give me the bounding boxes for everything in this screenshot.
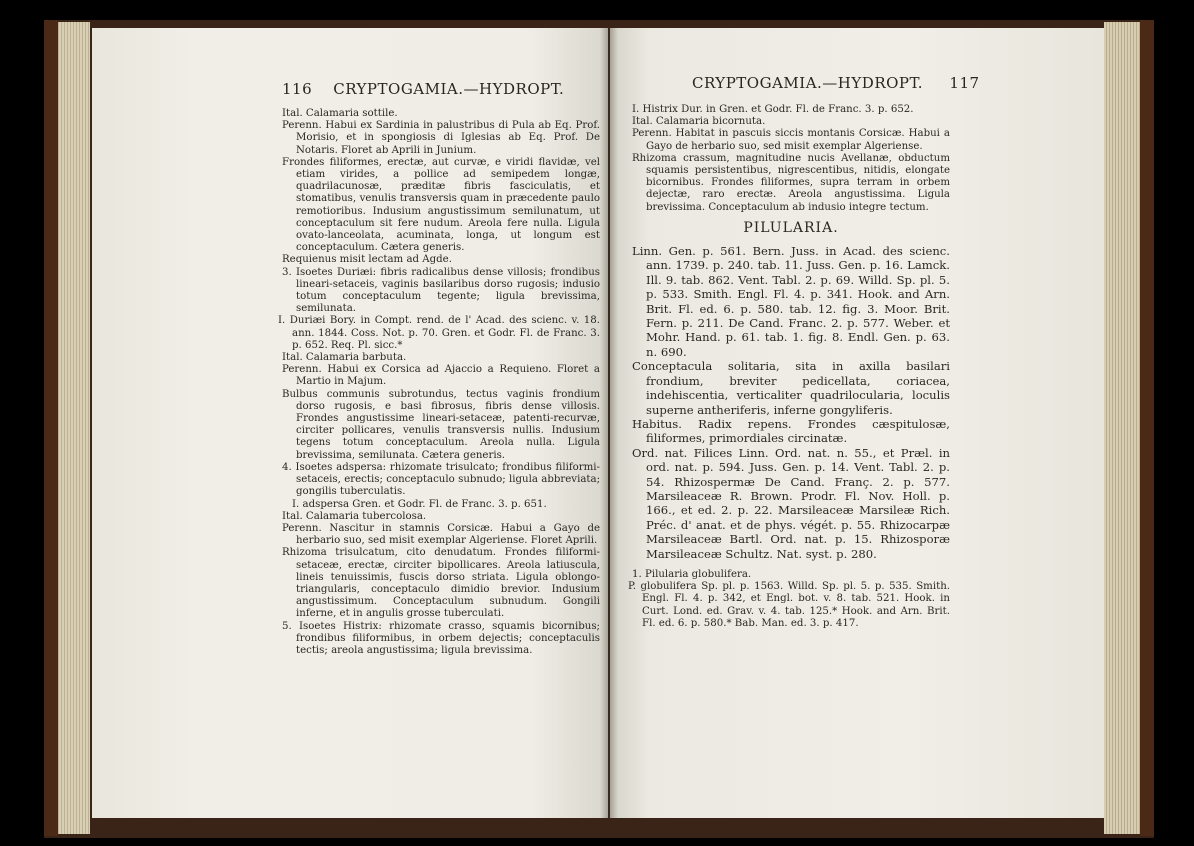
right-page [610,28,1104,818]
cover-spine-right [1140,20,1154,836]
cover-spine-left [44,20,58,836]
paragraph: Ital. Calamaria tubercolosa. [282,510,427,522]
left-running-head: CRYPTOGAMIA.—HYDROPT. [333,80,565,98]
left-text-column [278,108,600,657]
paragraph: Requienus misit lectam ad Agde. [282,254,452,266]
right-text-column [628,104,950,630]
paragraph: 4. Isoetes adspersa: rhizomate trisulcato; frondibus filiformi-setaceis, erectis; conceptaculo subnudo; ligula abbreviata; gongilis tuberculatis. [282,461,600,498]
paragraph: Perenn. Nascitur in stamnis Corsicæ. Habui a Gayo de herbario suo, sed misit exemplar Algeriense. Floret Aprili. [282,522,600,547]
paragraph: Habitus. Radix repens. Frondes cæspitulosæ, filiformes, primordiales circinatæ. [632,416,950,446]
right-running-head: CRYPTOGAMIA.—HYDROPT. [692,74,924,92]
left-header [282,80,564,98]
paragraph: Ital. Calamaria sottile. [282,108,398,119]
paragraph: Linn. Gen. p. 561. Bern. Juss. in Acad. des scienc. ann. 1739. p. 240. tab. 11. Juss. Gen. p. 16. Lamck. Ill. 9. tab. 862. Vent. Tabl. 2. p. 69. Willd. Sp. pl. 5. p. 533. Smith. Engl. Fl. 4. p. 341. Hook. and Arn. Brit. Fl. ed. 6. p. 580. tab. 12. fig. 3. Moor. Brit. Fern. p. 211. De Cand. Franc. 2. p. 577. Weber. et Mohr. Hand. p. 61. tab. 1. fig. 8. Endl. Gen. p. 63. n. 690. [632,244,950,359]
paragraph: I. Histrix Dur. in Gren. et Godr. Fl. de Franc. 3. p. 652. [632,104,914,115]
paragraph: Rhizoma crassum, magnitudine nucis Avellanæ, obductum squamis persistentibus, nigrescentibus, nitidis, elongate bicornibus. Frondes filiformes, supra terram in orbem dejectæ, raro erectæ. Areola angustissima. Ligula brevissima. Conceptaculum ab indusio integre tectum. [632,152,950,213]
right-page-number: 117 [949,74,980,92]
paragraph: Rhizoma trisulcatum, cito denudatum. Frondes filiformi-setaceæ, erectæ, circiter bipollicares. Areola latiuscula, lineis tenuissimis, fuscis dorso striata. Ligula oblongo-triangularis, conceptaculo dimidio brevior. Indusium angustissimum. Conceptaculum subnudum. Gongili inferne, et in angulis grosse tuberculati. [282,547,600,620]
left-page [92,28,608,818]
paragraph: I. Duriæi Bory. in Compt. rend. de l' Acad. des scienc. v. 18. ann. 1844. Coss. Not. p. 70. Gren. et Godr. Fl. de Franc. 3. p. 652. Req. Pl. sicc.* [278,315,600,351]
book-gutter [600,28,618,818]
paragraph: Ital. Calamaria bicornuta. [632,116,766,128]
paragraph: Ital. Calamaria barbuta. [282,352,407,364]
paragraph: Ord. nat. Filices Linn. Ord. nat. n. 55., et Præl. in ord. nat. p. 594. Juss. Gen. p. 14. Vent. Tabl. 2. p. 54. Rhizospermæ De Cand. Franç. 2. p. 577. Marsileaceæ R. Brown. Prodr. Fl. Nov. Holl. p. 166., et ed. 2. p. 22. Marsileaceæ Marsileæ Rich. Préc. d' anat. et de phys. végét. p. 55. Rhizocarpæ Marsileaceæ Bartl. Ord. nat. p. 15. Rhizosporæ Marsileaceæ Schultz. Nat. syst. p. 280. [632,445,950,561]
paragraph: P. globulifera Sp. pl. p. 1563. Willd. Sp. pl. 5. p. 535. Smith. Engl. Fl. 4. p. 342, et Engl. bot. v. 8. tab. 521. Hook. in Curt. Lond. ed. Grav. v. 4. tab. 125.* Hook. and Arn. Brit. Fl. ed. 6. p. 580.* Bab. Man. ed. 3. p. 417. [628,581,950,629]
paragraph: Bulbus communis subrotundus, tectus vaginis frondium dorso rugosis, e basi fibrosus, fibris dense villosis. Frondes angustissime lineari-setaceæ, patenti-recurvæ, circiter pollicares, venulis transversis nullis. Indusium tegens totum conceptaculum. Areola nulla. Ligula brevissima, semilunata. Cætera generis. [282,388,600,461]
paragraph: 3. Isoetes Duriæi: fibris radicalibus dense villosis; frondibus lineari-setaceis, vaginis basilaribus dorso rugosis; indusio totum conceptaculum tegente; ligula brevissima, semilunata. [282,266,600,315]
paragraph: 5. Isoetes Histrix: rhizomate crasso, squamis bicornibus; frondibus filiformibus, in orbem dejectis; conceptaculis tectis; areola angustissima; ligula brevissima. [282,620,600,656]
paragraph: Perenn. Habui ex Sardinia in palustribus di Pula ab Eq. Prof. Morisio, et in spongiosis di Iglesias ab Eq. Prof. De Notaris. Floret ab Aprili in Junium. [282,120,600,156]
paragraph: Perenn. Habui ex Corsica ad Ajaccio a Requieno. Floret a Martio in Majum. [282,364,600,388]
genus-heading: PILULARIA. [743,219,839,236]
paragraph: Perenn. Habitat in pascuis siccis montanis Corsicæ. Habui a Gayo de herbario suo, sed misit exemplar Algeriense. [632,128,950,152]
right-header [692,74,980,92]
paragraph: 1. Pilularia globulifera. [632,568,752,580]
paragraph: Conceptacula solitaria, sita in axilla basilari frondium, breviter pedicellata, coriacea, indehiscentia, verticaliter quadrilocularia, loculis superne antheriferis, inferne gongyliferis. [632,359,950,417]
left-page-number: 116 [282,80,313,98]
paragraph: I. adspersa Gren. et Godr. Fl. de Franc. 3. p. 651. [292,498,547,510]
paragraph: Frondes filiformes, erectæ, aut curvæ, e viridi flavidæ, vel etiam virides, a pollice ad semipedem longæ, quadrilacunosæ, præditæ fibris fasciculatis, et stomatibus, venulis transversis quam in præcedente paulo remotioribus. Indusium angustissimum semilunatum, ut conceptaculum sit fere nudum. Areola fere nulla. Ligula ovato-lanceolata, acuminata, longa, ut longum est conceptaculum. Cætera generis. [282,156,600,254]
